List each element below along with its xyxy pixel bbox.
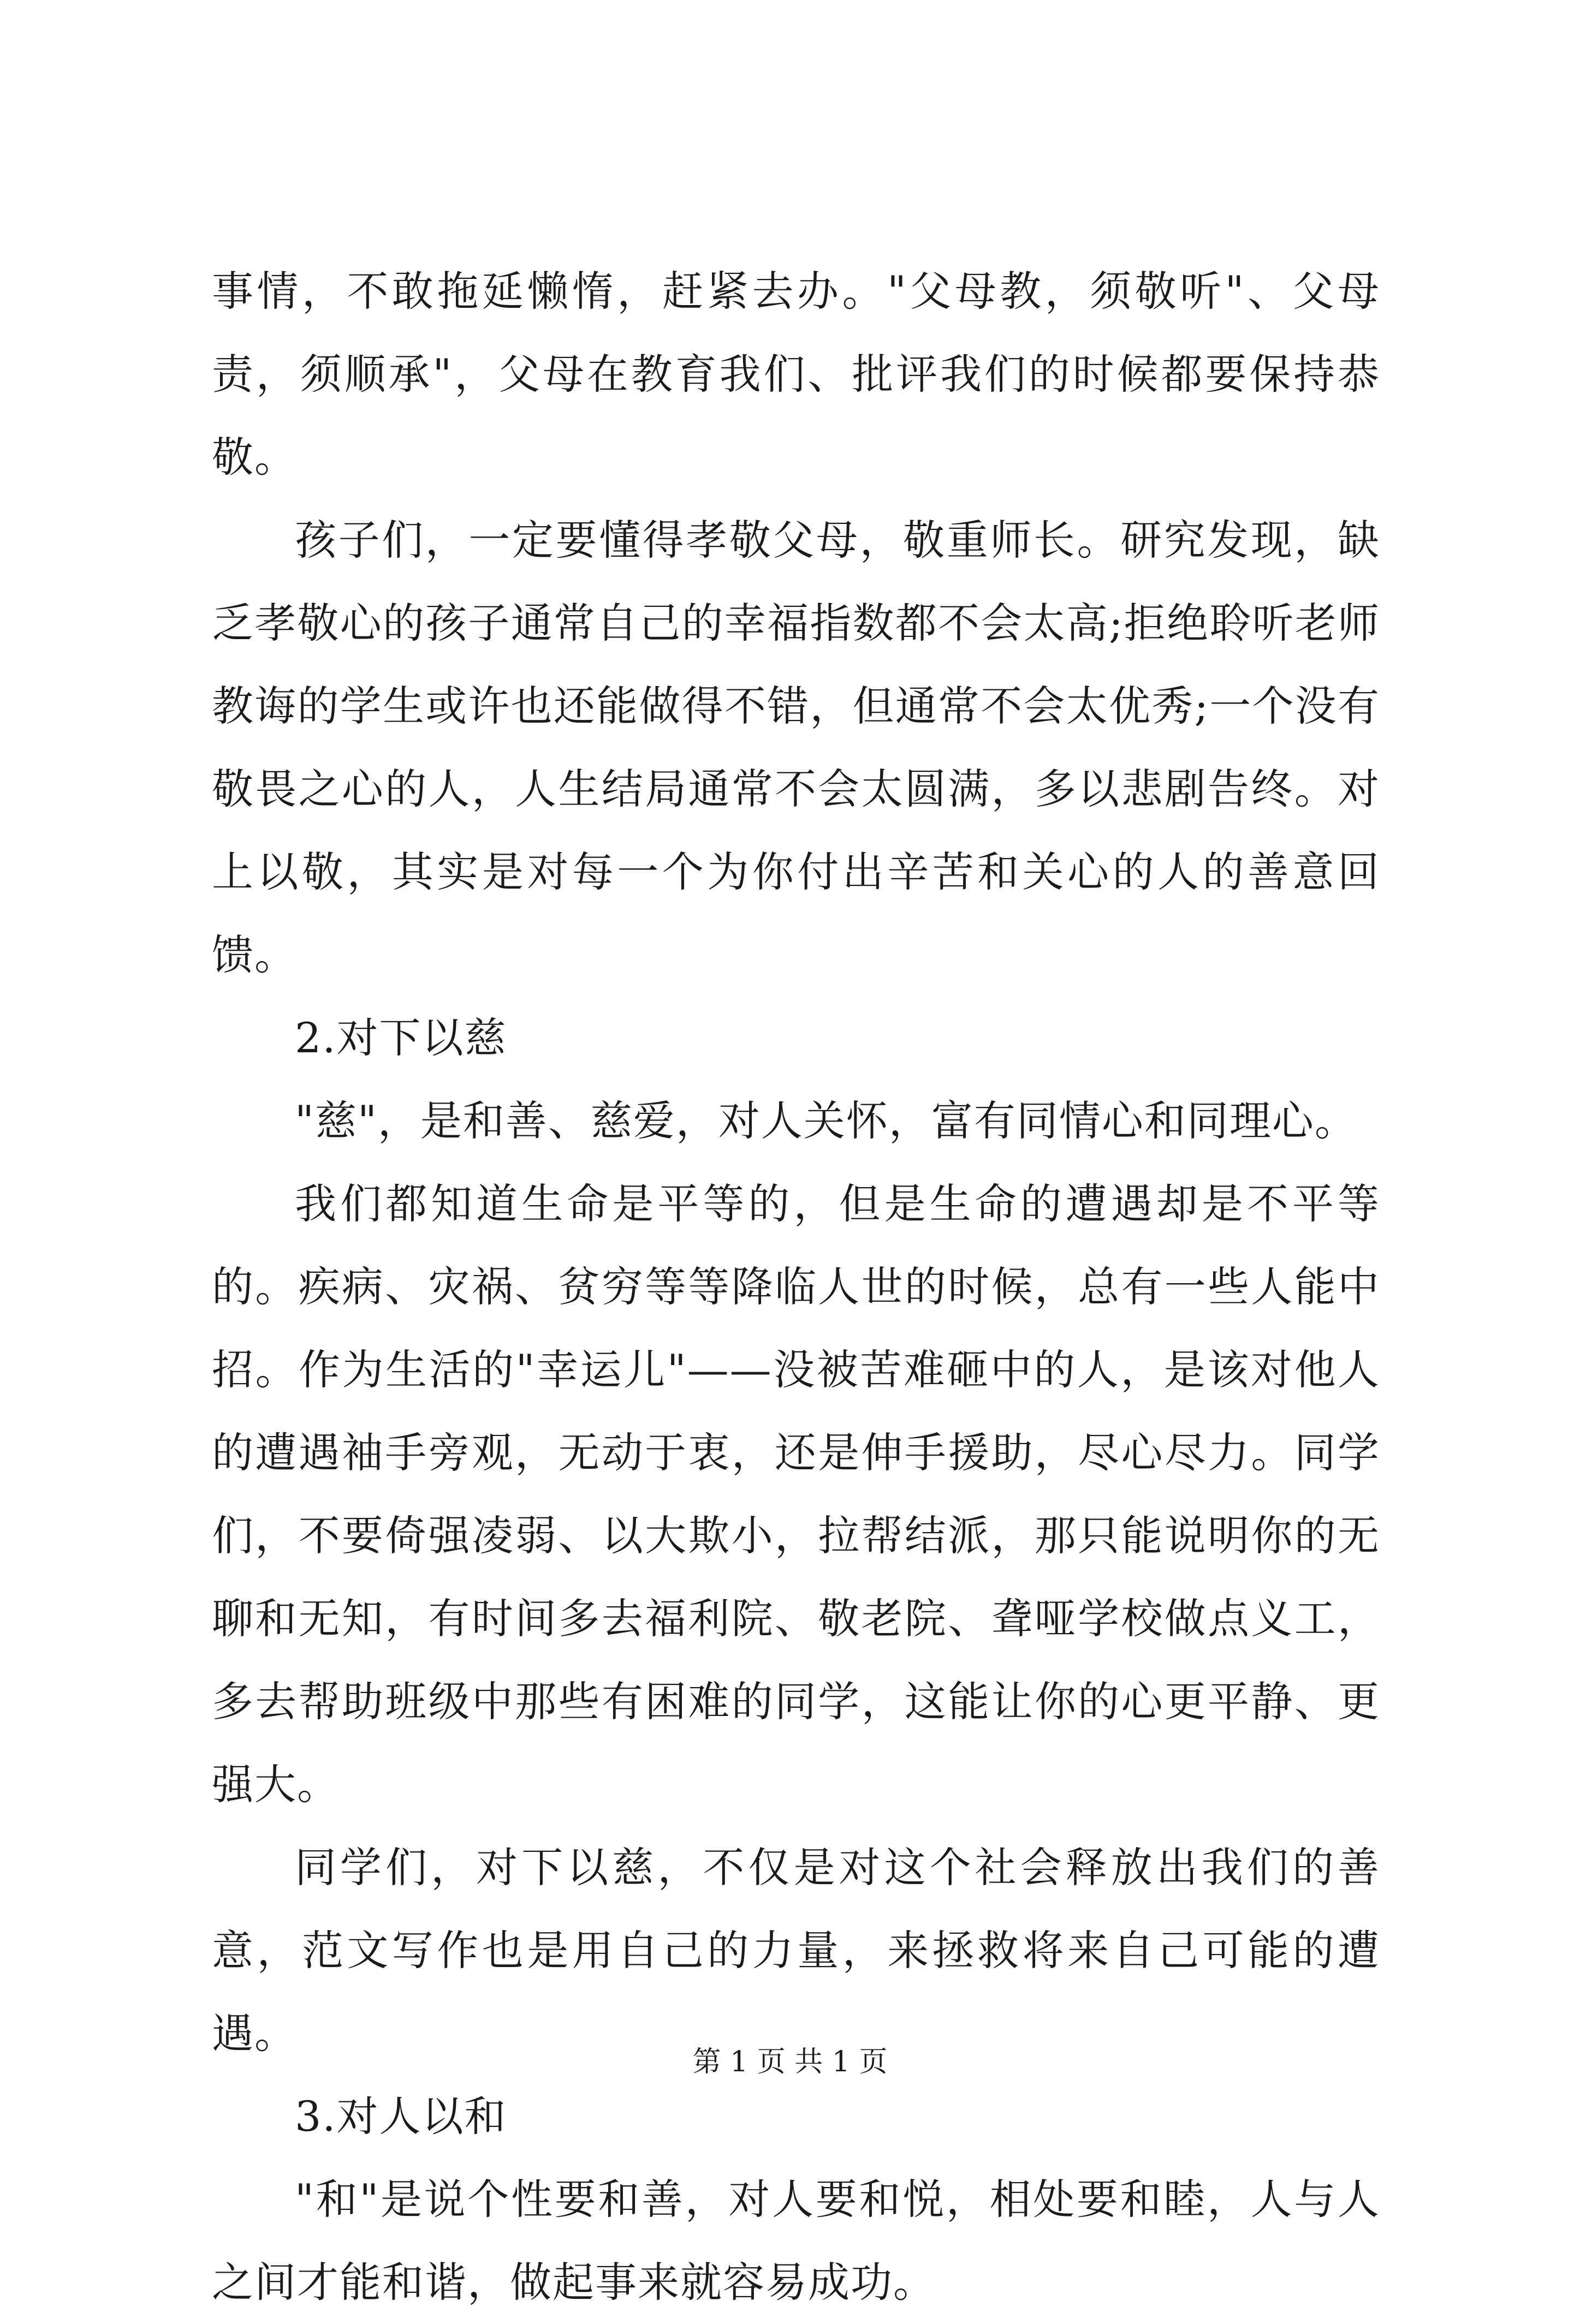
- paragraph-kindness-definition: "慈"，是和善、慈爱，对人关怀，富有同情心和同理心。: [295, 1097, 1357, 1145]
- paragraph-kindness-summary: 同学们，对下以慈，不仅是对这个社会释放出我们的善意，范文写作也是用自己的力量，来拯救将来自己可能的遭遇。: [212, 1843, 1380, 2058]
- paragraph-continued: 事情，不敢拖延懒惰，赶紧去办。"父母教，须敬听"、父母责，须顺承"，父母在教育我们、批评我们的时候都要保持恭敬。: [212, 267, 1380, 481]
- paragraph-respect-elders: 孩子们，一定要懂得孝敬父母，敬重师长。研究发现，缺乏孝敬心的孩子通常自己的幸福指数都不会太高;拒绝聆听老师教诲的学生或许也还能做得不错，但通常不会太优秀;一个没有敬畏之心的人，人生结局通常不会太圆满，多以悲剧告终。对上以敬，其实是对每一个为你付出辛苦和关心的人的善意回馈。: [212, 516, 1380, 979]
- paragraph-harmony-definition: "和"是说个性要和善，对人要和悦，相处要和睦，人与人之间才能和谐，做起事来就容易成功。: [212, 2175, 1380, 2307]
- document-body: [212, 250, 1380, 2324]
- page-footer: 第 1 页 共 1 页: [692, 2046, 888, 2078]
- section-heading-2: 2.对下以慈: [295, 1014, 507, 1062]
- paragraph-equality-of-life: 我们都知道生命是平等的，但是生命的遭遇却是不平等的。疾病、灾祸、贫穷等等降临人世的时候，总有一些人能中招。作为生活的"幸运儿"——没被苦难砸中的人，是该对他人的遭遇袖手旁观，无动于衷，还是伸手援助，尽心尽力。同学们，不要倚强凌弱、以大欺小，拉帮结派，那只能说明你的无聊和无知，有时间多去福利院、敬老院、聋哑学校做点义工，多去帮助班级中那些有困难的同学，这能让你的心更平静、更强大。: [212, 1179, 1380, 1809]
- section-heading-3: 3.对人以和: [295, 2092, 507, 2141]
